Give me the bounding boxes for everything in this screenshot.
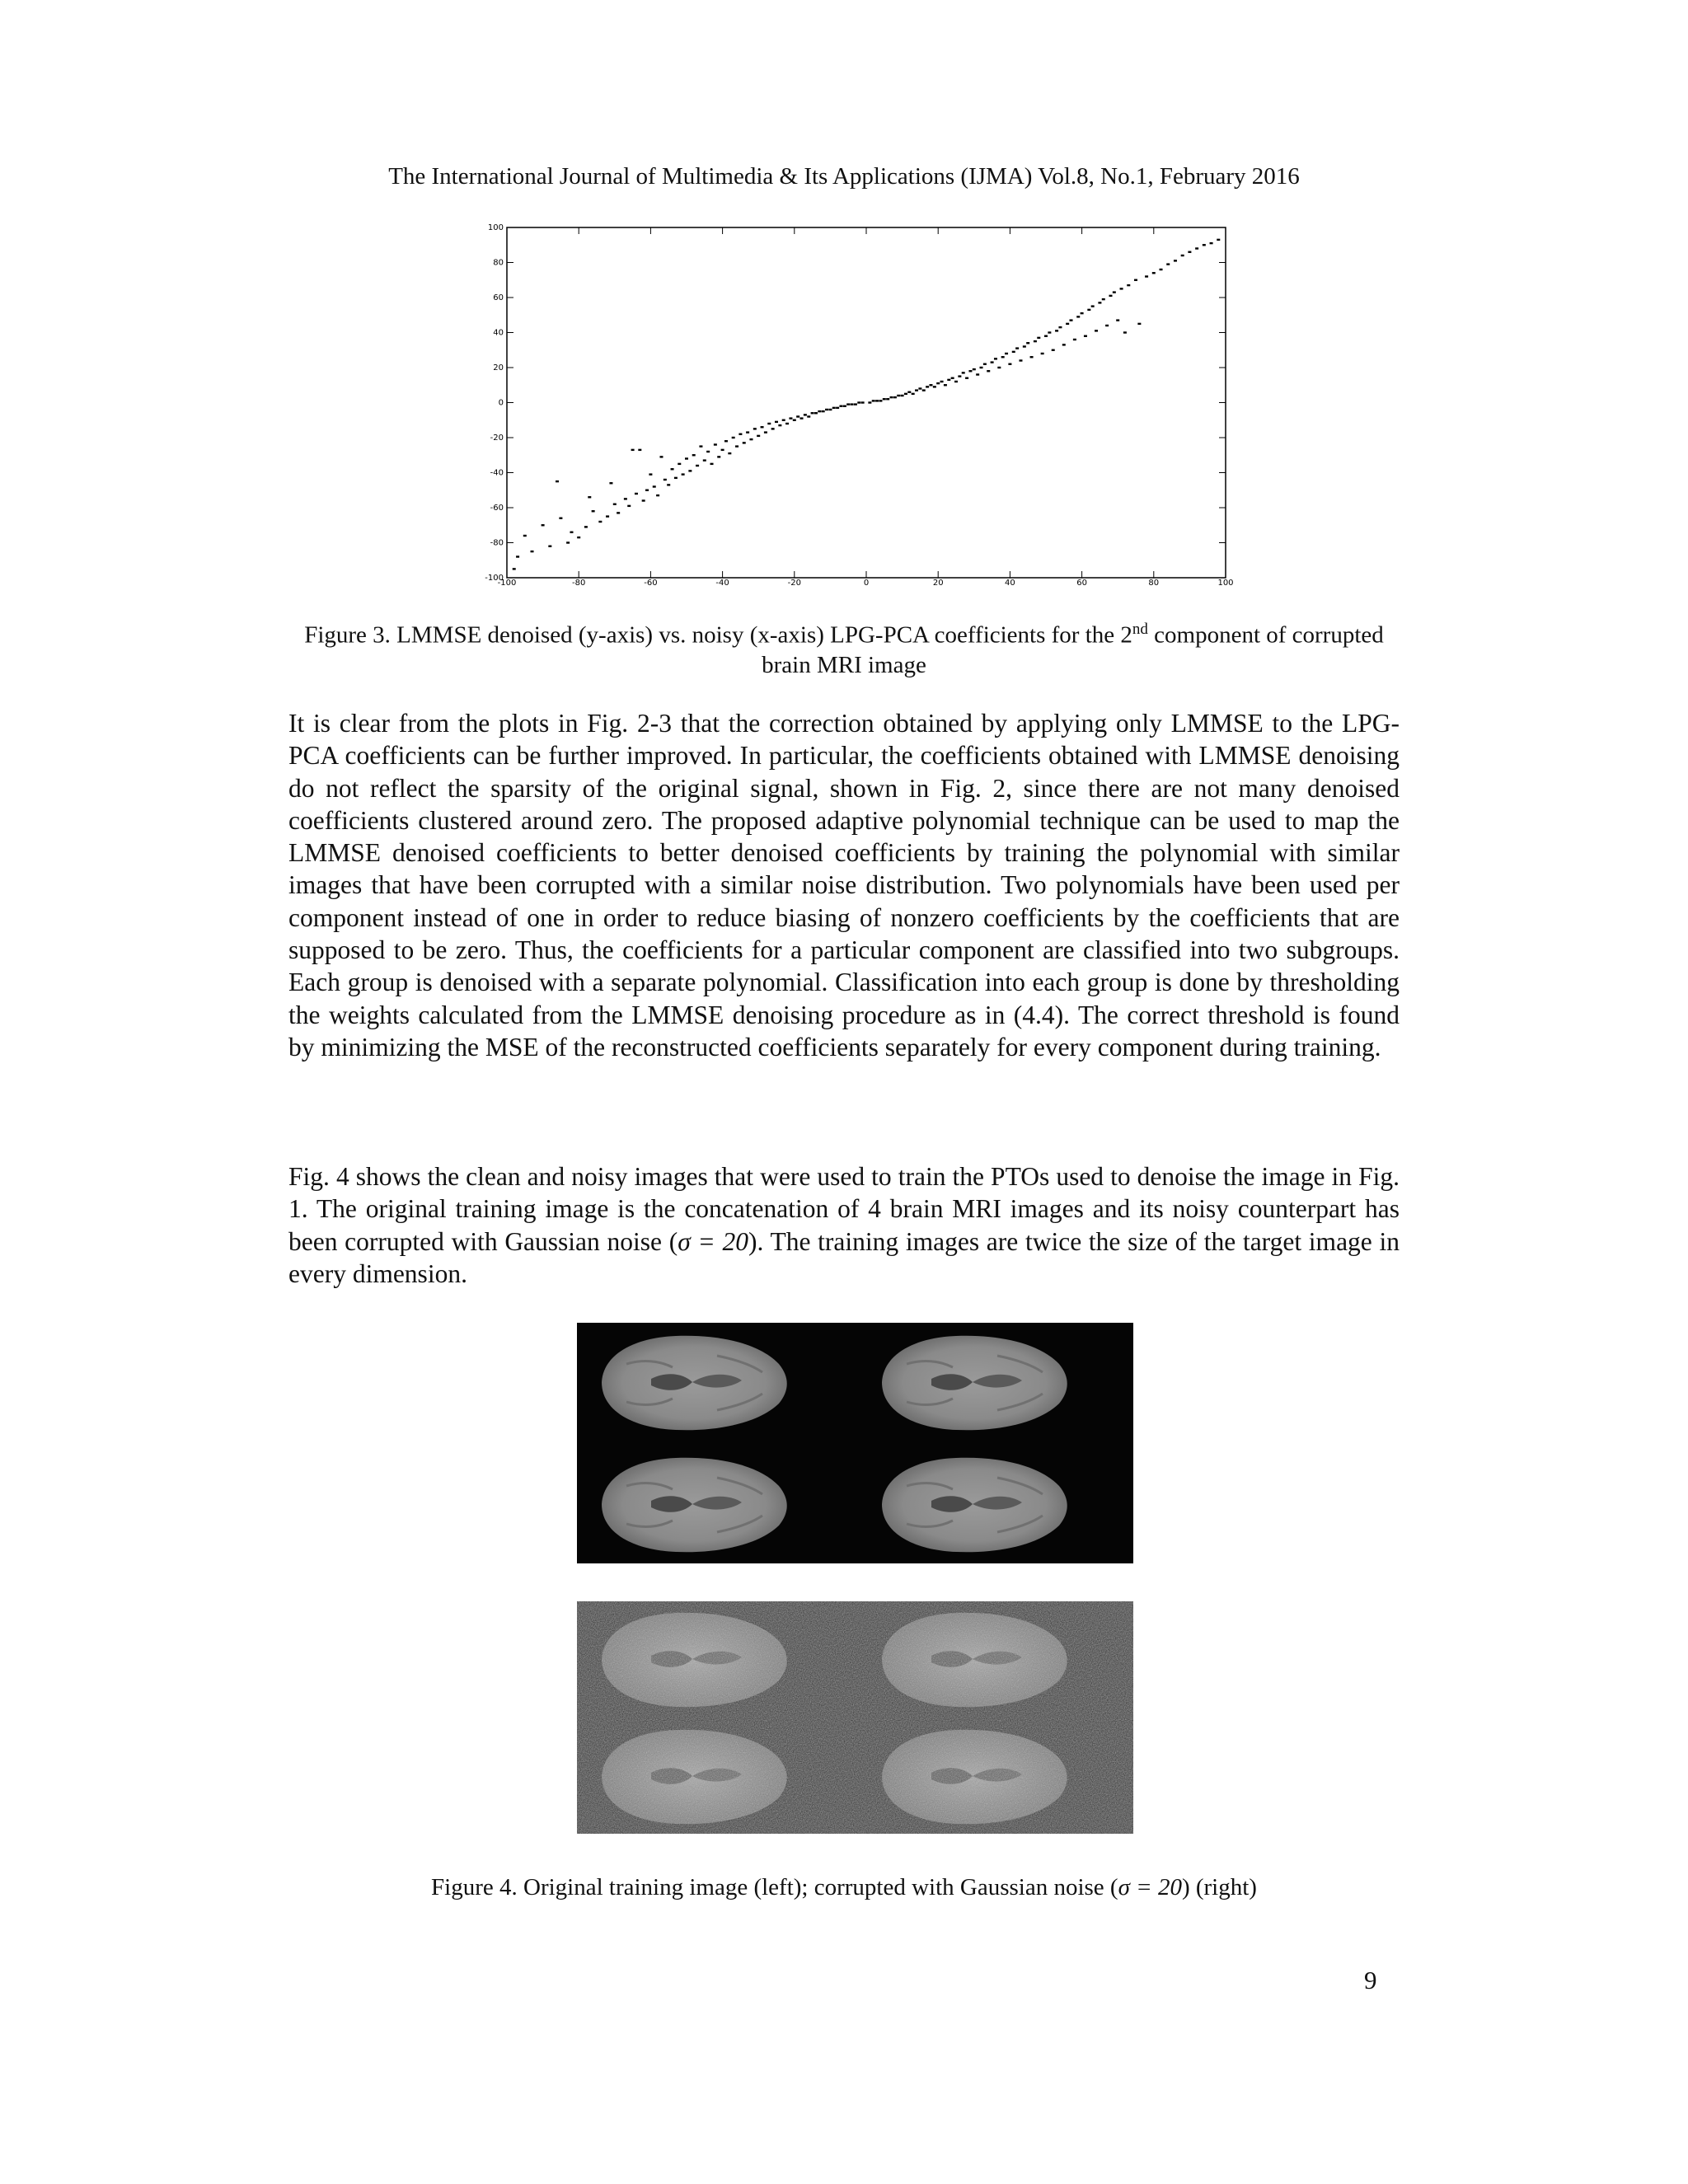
paragraph-1-text: It is clear from the plots in Fig. 2-3 that the correction obtained by applying only LMMSE to the LPG-PCA coefficients can be further improved. In particular, the coefficients obtained with LMMSE denoising do not reflect the sparsity of the original signal, shown in Fig. 2, since there are not many denoised coefficients clustered around zero. The proposed adaptive polynomial technique can be used to map the LMMSE denoised coefficients to better denoised coefficients by training the polynomial with similar images that have been corrupted with a similar noise distribution. Two polynomials have been used per component instead of one in order to reduce biasing of nonzero coefficients by the coefficients that are supposed to be zero. Thus, the coefficients for a particular component are classified into two subgroups. Each group is denoised with a separate polynomial. Classification into each group is done by thresholding the weights calculated from the LMMSE denoising procedure as in (4.4). The correct threshold is found by minimizing the MSE of the reconstructed coefficients separately for every component during training. [288, 709, 1400, 1062]
scatter-point [926, 386, 929, 387]
y-tick-label: 80 [493, 258, 504, 268]
brain-slice-3 [602, 1458, 787, 1552]
x-tick-label: 0 [863, 579, 870, 588]
scatter-point [728, 452, 731, 454]
figure3-caption-text-end: component of corrupted brain MRI image [762, 621, 1384, 678]
scatter-point [1081, 312, 1084, 314]
y-tick-label: 100 [487, 223, 504, 232]
scatter-point [1055, 330, 1058, 331]
scatter-point [933, 386, 936, 387]
figure3-caption-superscript: nd [1132, 621, 1148, 638]
scatter-point [761, 426, 764, 428]
figure4-caption [288, 1872, 1400, 1902]
scatter-point [1210, 242, 1213, 244]
scatter-point [743, 442, 746, 443]
scatter-point [912, 393, 915, 395]
scatter-point [609, 482, 612, 484]
scatter-point [832, 407, 836, 409]
scatter-point [1041, 353, 1044, 354]
scatter-point [523, 535, 527, 537]
scatter-point [663, 479, 667, 480]
scatter-point [1052, 349, 1055, 351]
scatter-point [721, 449, 724, 451]
clean-training-image [577, 1323, 1133, 1563]
figure3-caption-text: Figure 3. LMMSE denoised (y-axis) vs. noisy (x-axis) LPG-PCA coefficients for the 2 [304, 621, 1132, 649]
scatter-point [627, 505, 631, 507]
y-tick-label: -40 [490, 468, 504, 478]
scatter-point [1070, 319, 1073, 321]
scatter-point [839, 405, 842, 407]
scatter-point [577, 537, 580, 538]
noisy-training-image [577, 1601, 1133, 1834]
scatter-point [1109, 295, 1112, 297]
scatter-point [1091, 305, 1095, 307]
scatter-point [1084, 335, 1087, 337]
scatter-point [692, 454, 696, 456]
paragraph-2-text-b: ). The training images are twice the size of the target image in every dimension. [288, 1226, 1400, 1288]
brain-slice-1 [602, 1336, 787, 1430]
scatter-point [656, 494, 659, 496]
scatter-point [804, 414, 807, 415]
scatter-point [1005, 353, 1008, 354]
scatter-point [764, 431, 767, 433]
scatter-point [1019, 359, 1022, 361]
scatter-point [1095, 330, 1098, 331]
scatter-point [785, 423, 789, 424]
scatter-point [645, 490, 649, 491]
scatter-point [671, 468, 674, 470]
scatter-point [1034, 340, 1037, 342]
scatter-plot-figure3 [482, 221, 1240, 588]
x-tick-label: -80 [572, 579, 586, 588]
scatter-point [584, 526, 588, 527]
y-tick-label: -80 [490, 538, 504, 548]
scatter-point [994, 358, 997, 359]
scatter-point [951, 377, 954, 379]
plot-axes [485, 223, 1233, 588]
scatter-point [1062, 344, 1066, 345]
scatter-point [542, 524, 545, 526]
paragraph-2-text [288, 1160, 1400, 1290]
body-paragraph-1 [288, 707, 1400, 1063]
scatter-point [796, 415, 799, 417]
scatter-point [976, 373, 979, 375]
scatter-point [893, 396, 897, 398]
scatter-point [954, 381, 958, 382]
scatter-point [778, 424, 781, 426]
scatter-point [991, 361, 994, 363]
scatter-point [710, 463, 714, 465]
scatter-point [987, 370, 990, 372]
scatter-point [767, 423, 771, 424]
scatter-point [857, 401, 860, 403]
scatter-point [968, 370, 972, 372]
scatter-point [613, 504, 617, 505]
y-tick-label: 20 [493, 363, 504, 373]
scatter-point [1116, 319, 1119, 321]
scatter-point [944, 384, 947, 386]
scatter-point [1044, 335, 1048, 337]
scatter-point [872, 400, 875, 401]
x-tick-label: -100 [497, 579, 517, 588]
scatter-point [980, 367, 983, 368]
running-header: The International Journal of Multimedia & Its Applications (IJMA) Vol.8, No.1, February 2016 [388, 163, 1300, 190]
scatter-point [1181, 255, 1184, 256]
scatter-point [771, 428, 775, 429]
scatter-point [696, 465, 699, 466]
scatter-point [965, 377, 968, 379]
scatter-point [703, 459, 706, 461]
page-number: 9 [1364, 1966, 1377, 1994]
scatter-point [559, 518, 562, 519]
scatter-point [642, 499, 645, 501]
x-tick-label: -60 [644, 579, 658, 588]
scatter-point [1160, 269, 1163, 270]
scatter-point [753, 428, 757, 429]
scatter-point [1012, 351, 1015, 353]
scatter-point [1152, 272, 1156, 274]
scatter-point [685, 457, 688, 459]
scatter-point [940, 381, 944, 382]
scatter-point [688, 470, 692, 471]
scatter-point [1030, 356, 1034, 358]
scatter-point [1058, 326, 1062, 328]
x-tick-label: -20 [787, 579, 801, 588]
figure4-caption-text-end: ) (right) [1181, 1874, 1257, 1900]
scatter-point [1087, 309, 1090, 311]
scatter-point [1023, 345, 1026, 347]
y-tick-label: 0 [498, 398, 504, 408]
scatter-point [936, 382, 940, 384]
scatter-point [674, 477, 678, 479]
scatter-point [1174, 260, 1177, 261]
scatter-point [746, 431, 749, 433]
scatter-point [667, 484, 670, 485]
scatter-point [814, 412, 818, 414]
scatter-point [749, 438, 753, 440]
scatter-point [706, 451, 710, 452]
scatter-point [1026, 342, 1029, 344]
scatter-point [1137, 323, 1141, 325]
scatter-point [1203, 244, 1206, 246]
scatter-point [735, 445, 738, 447]
scatter-point [793, 419, 796, 421]
scatter-point [828, 409, 832, 410]
scatter-point [617, 512, 620, 513]
scatter-point [789, 417, 792, 419]
scatter-point [638, 449, 641, 451]
scatter-point [566, 541, 570, 543]
scatter-point [548, 546, 551, 547]
scatter-point [822, 410, 825, 412]
scatter-point [531, 551, 534, 552]
scatter-point [997, 367, 1001, 368]
scatter-point [1015, 347, 1019, 349]
scatter-point [800, 417, 804, 419]
scatter-point [1076, 316, 1080, 317]
scatter-point [606, 515, 609, 517]
scatter-point [843, 405, 846, 407]
paragraph-2-text-a: Fig. 4 shows the clean and noisy images that were used to train the PTOs used to denoise the image in Fig. 1. The original training image is the concatenation of 4 brain MRI images and its noisy counterpart has been corrupted with Gaussian noise ( [288, 1162, 1400, 1256]
scatter-point [901, 395, 904, 396]
scatter-point [861, 401, 865, 403]
plot-points [513, 239, 1221, 570]
scatter-point [714, 443, 717, 445]
scatter-point [682, 473, 685, 475]
x-tick-label: 40 [1005, 579, 1015, 588]
scatter-point [1134, 279, 1137, 281]
y-tick-label: -60 [490, 504, 504, 513]
scatter-point [738, 434, 742, 435]
scatter-point [1123, 331, 1127, 333]
scatter-point [631, 449, 635, 451]
scatter-point [836, 407, 839, 409]
scatter-point [886, 398, 889, 400]
scatter-point [973, 368, 976, 370]
scatter-point [592, 510, 595, 512]
scatter-point [1195, 247, 1198, 249]
scatter-point [782, 419, 785, 421]
scatter-point [775, 421, 778, 423]
x-tick-label: 60 [1076, 579, 1087, 588]
scatter-point [1001, 356, 1005, 358]
scatter-point [1113, 291, 1116, 293]
brain-slice-4 [882, 1458, 1067, 1552]
figure3-caption [288, 615, 1400, 680]
figure4-caption-text: Figure 4. Original training image (left); corrupted with Gaussian noise ( [431, 1874, 1118, 1900]
scatter-point [947, 379, 950, 381]
y-tick-label: -20 [490, 434, 504, 443]
body-paragraph-2 [288, 1160, 1400, 1290]
scatter-point [875, 400, 879, 401]
scatter-point [825, 409, 828, 410]
scatter-point [635, 493, 638, 494]
scatter-point [717, 456, 720, 457]
y-tick-label: 40 [493, 328, 504, 338]
scatter-point [868, 401, 871, 403]
scatter-point [1048, 331, 1051, 333]
scatter-point [846, 403, 850, 405]
scatter-point [929, 384, 932, 386]
sigma-equation: σ = 20 [678, 1226, 748, 1256]
scatter-point [516, 555, 519, 557]
scatter-point [1188, 251, 1191, 253]
scatter-point [811, 412, 814, 414]
scatter-point [883, 398, 886, 400]
scatter-point [854, 403, 857, 405]
scatter-point [570, 532, 573, 533]
scatter-point [659, 456, 663, 457]
y-tick-label: -100 [485, 574, 504, 583]
scatter-point [649, 473, 652, 475]
scatter-point [513, 568, 516, 569]
scatter-point [699, 445, 702, 447]
scatter-point [1127, 284, 1130, 286]
scatter-point [1120, 288, 1123, 289]
scatter-point [724, 440, 728, 442]
scatter-point [1098, 302, 1101, 303]
x-tick-label: 20 [932, 579, 944, 588]
scatter-point [678, 463, 681, 465]
scatter-point [983, 363, 987, 365]
scatter-point [807, 415, 810, 417]
scatter-point [1037, 337, 1040, 339]
scatter-point [879, 400, 882, 401]
scatter-point [598, 521, 602, 523]
scatter-point [1166, 263, 1170, 265]
scatter-point [890, 396, 893, 398]
y-tick-label: 60 [493, 293, 504, 302]
scatter-point [907, 391, 911, 393]
scatter-point [1217, 239, 1220, 241]
figure4-sigma-equation: σ = 20 [1118, 1874, 1182, 1900]
scatter-point [922, 389, 926, 391]
x-tick-label: 80 [1148, 579, 1160, 588]
scatter-point [958, 375, 961, 377]
scatter-point [624, 498, 627, 499]
plot-frame [507, 227, 1226, 578]
scatter-point [1008, 363, 1011, 365]
x-tick-label: 100 [1217, 579, 1234, 588]
brain-slice-2 [882, 1336, 1067, 1430]
scatter-point [851, 403, 854, 405]
scatter-point [588, 496, 591, 498]
scatter-point [918, 387, 921, 389]
scatter-point [1073, 339, 1076, 340]
scatter-point [732, 437, 735, 438]
scatter-point [1145, 275, 1148, 277]
x-tick-label: -40 [715, 579, 729, 588]
scatter-point [897, 395, 900, 396]
scatter-point [556, 480, 559, 482]
scatter-point [1105, 325, 1109, 326]
scatter-point [962, 372, 965, 373]
scatter-point [818, 410, 821, 412]
scatter-point [904, 393, 907, 395]
scatter-point [1102, 298, 1105, 300]
scatter-point [915, 389, 918, 391]
scatter-point [757, 435, 760, 437]
scatter-point [653, 485, 656, 487]
scatter-point [1066, 323, 1069, 325]
